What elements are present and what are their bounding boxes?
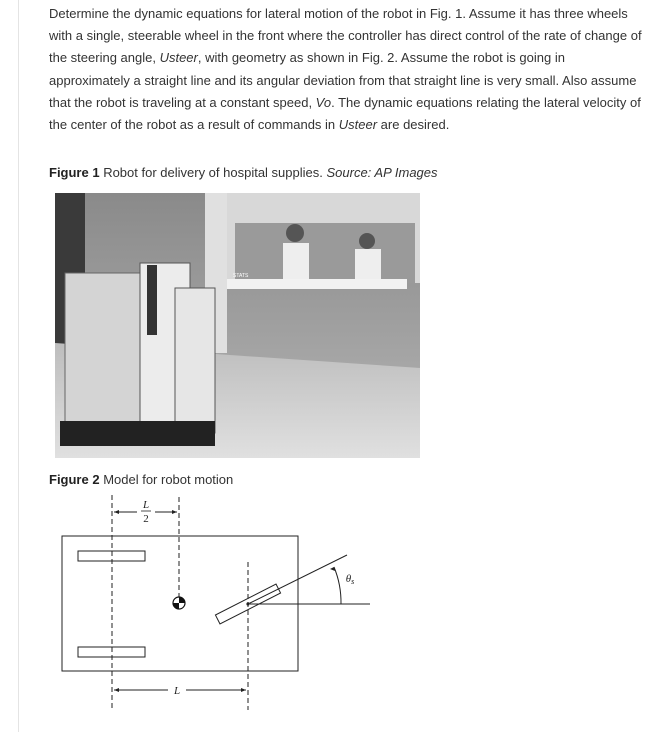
text: are desired.: [377, 117, 450, 133]
source-text: Source: AP Images: [326, 165, 438, 180]
theta: θ: [345, 573, 352, 585]
theta-sub: s: [351, 577, 355, 586]
caption-text: Robot for delivery of hospital supplies.: [99, 165, 327, 180]
text: Determine the dynamic equations for lateral motion of the robot in Fig. 1. Assume it has three wheels with a single, steerable wheel in the front where the controller has direct control of the rate of change of the steering angle,: [49, 6, 642, 66]
text: . The dynamic equations relating the lateral velocity of the center of the robot as a result of commands in: [49, 94, 641, 133]
figure-label: Figure 2: [49, 472, 100, 487]
usteer-var: Usteer: [338, 117, 378, 133]
half-l-numerator: L: [142, 499, 150, 511]
text: , with geometry as shown in Fig. 2. Assume the robot is going in approximately a straight line and its angular deviation from that straight line is very small. Also assume that the robot is traveling at a constant speed,: [49, 50, 637, 110]
theta-arc: [334, 567, 341, 604]
usteer-var: Usteer: [159, 50, 198, 66]
cg-symbol: [173, 597, 185, 609]
caption-text: Model for robot motion: [99, 472, 234, 487]
vo-var: Vo: [315, 94, 332, 110]
half-l-denominator: 2: [143, 513, 149, 525]
photo-sign: STATS: [233, 273, 249, 279]
theta-label: [346, 573, 355, 586]
l-label: L: [173, 685, 181, 697]
figure-label: Figure 1: [49, 165, 100, 180]
